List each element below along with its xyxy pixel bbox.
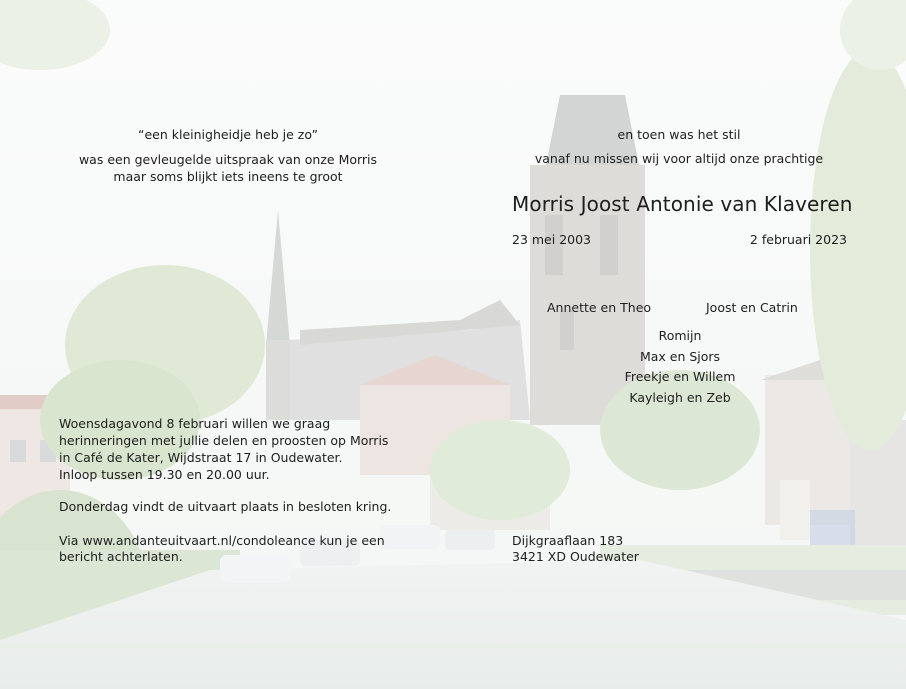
right-line-1: en toen was het stil <box>617 127 741 142</box>
family-parents: Annette en Theo <box>547 300 652 315</box>
gathering-line-4: Inloop tussen 19.30 en 20.00 uur. <box>59 467 270 482</box>
quote: “een kleinigheidje heb je zo” <box>137 127 318 142</box>
address-line-2: 3421 XD Oudewater <box>512 549 639 564</box>
death-date: 2 februari 2023 <box>749 232 847 247</box>
right-line-2: vanaf nu missen wij voor altijd onze prachtige <box>534 151 824 166</box>
family-couple: Joost en Catrin <box>706 300 798 315</box>
condolence-line-2: bericht achterlaten. <box>59 549 183 564</box>
family-member: Freekje en Willem <box>624 369 736 384</box>
gathering-line-1: Woensdagavond 8 februari willen we graag <box>59 416 331 431</box>
address-line-1: Dijkgraaflaan 183 <box>512 533 624 548</box>
family-member: Max en Sjors <box>639 349 721 364</box>
family-member: Romijn <box>658 328 702 343</box>
gathering-line-2: herinneringen met jullie delen en proosten op Morris <box>59 433 389 448</box>
funeral-line: Donderdag vindt de uitvaart plaats in besloten kring. <box>59 499 392 514</box>
intro-line-1: was een gevleugelde uitspraak van onze Morris <box>78 152 378 167</box>
family-member: Kayleigh en Zeb <box>629 390 731 405</box>
condolence-line-1: Via www.andanteuitvaart.nl/condoleance kun je een <box>59 533 385 548</box>
birth-date: 23 mei 2003 <box>512 232 592 247</box>
gathering-line-3: in Café de Kater, Wijdstraat 17 in Oudewater. <box>59 450 343 465</box>
deceased-name: Morris Joost Antonie van Klaveren <box>512 192 853 216</box>
intro-line-2: maar soms blijkt iets ineens te groot <box>113 169 343 184</box>
